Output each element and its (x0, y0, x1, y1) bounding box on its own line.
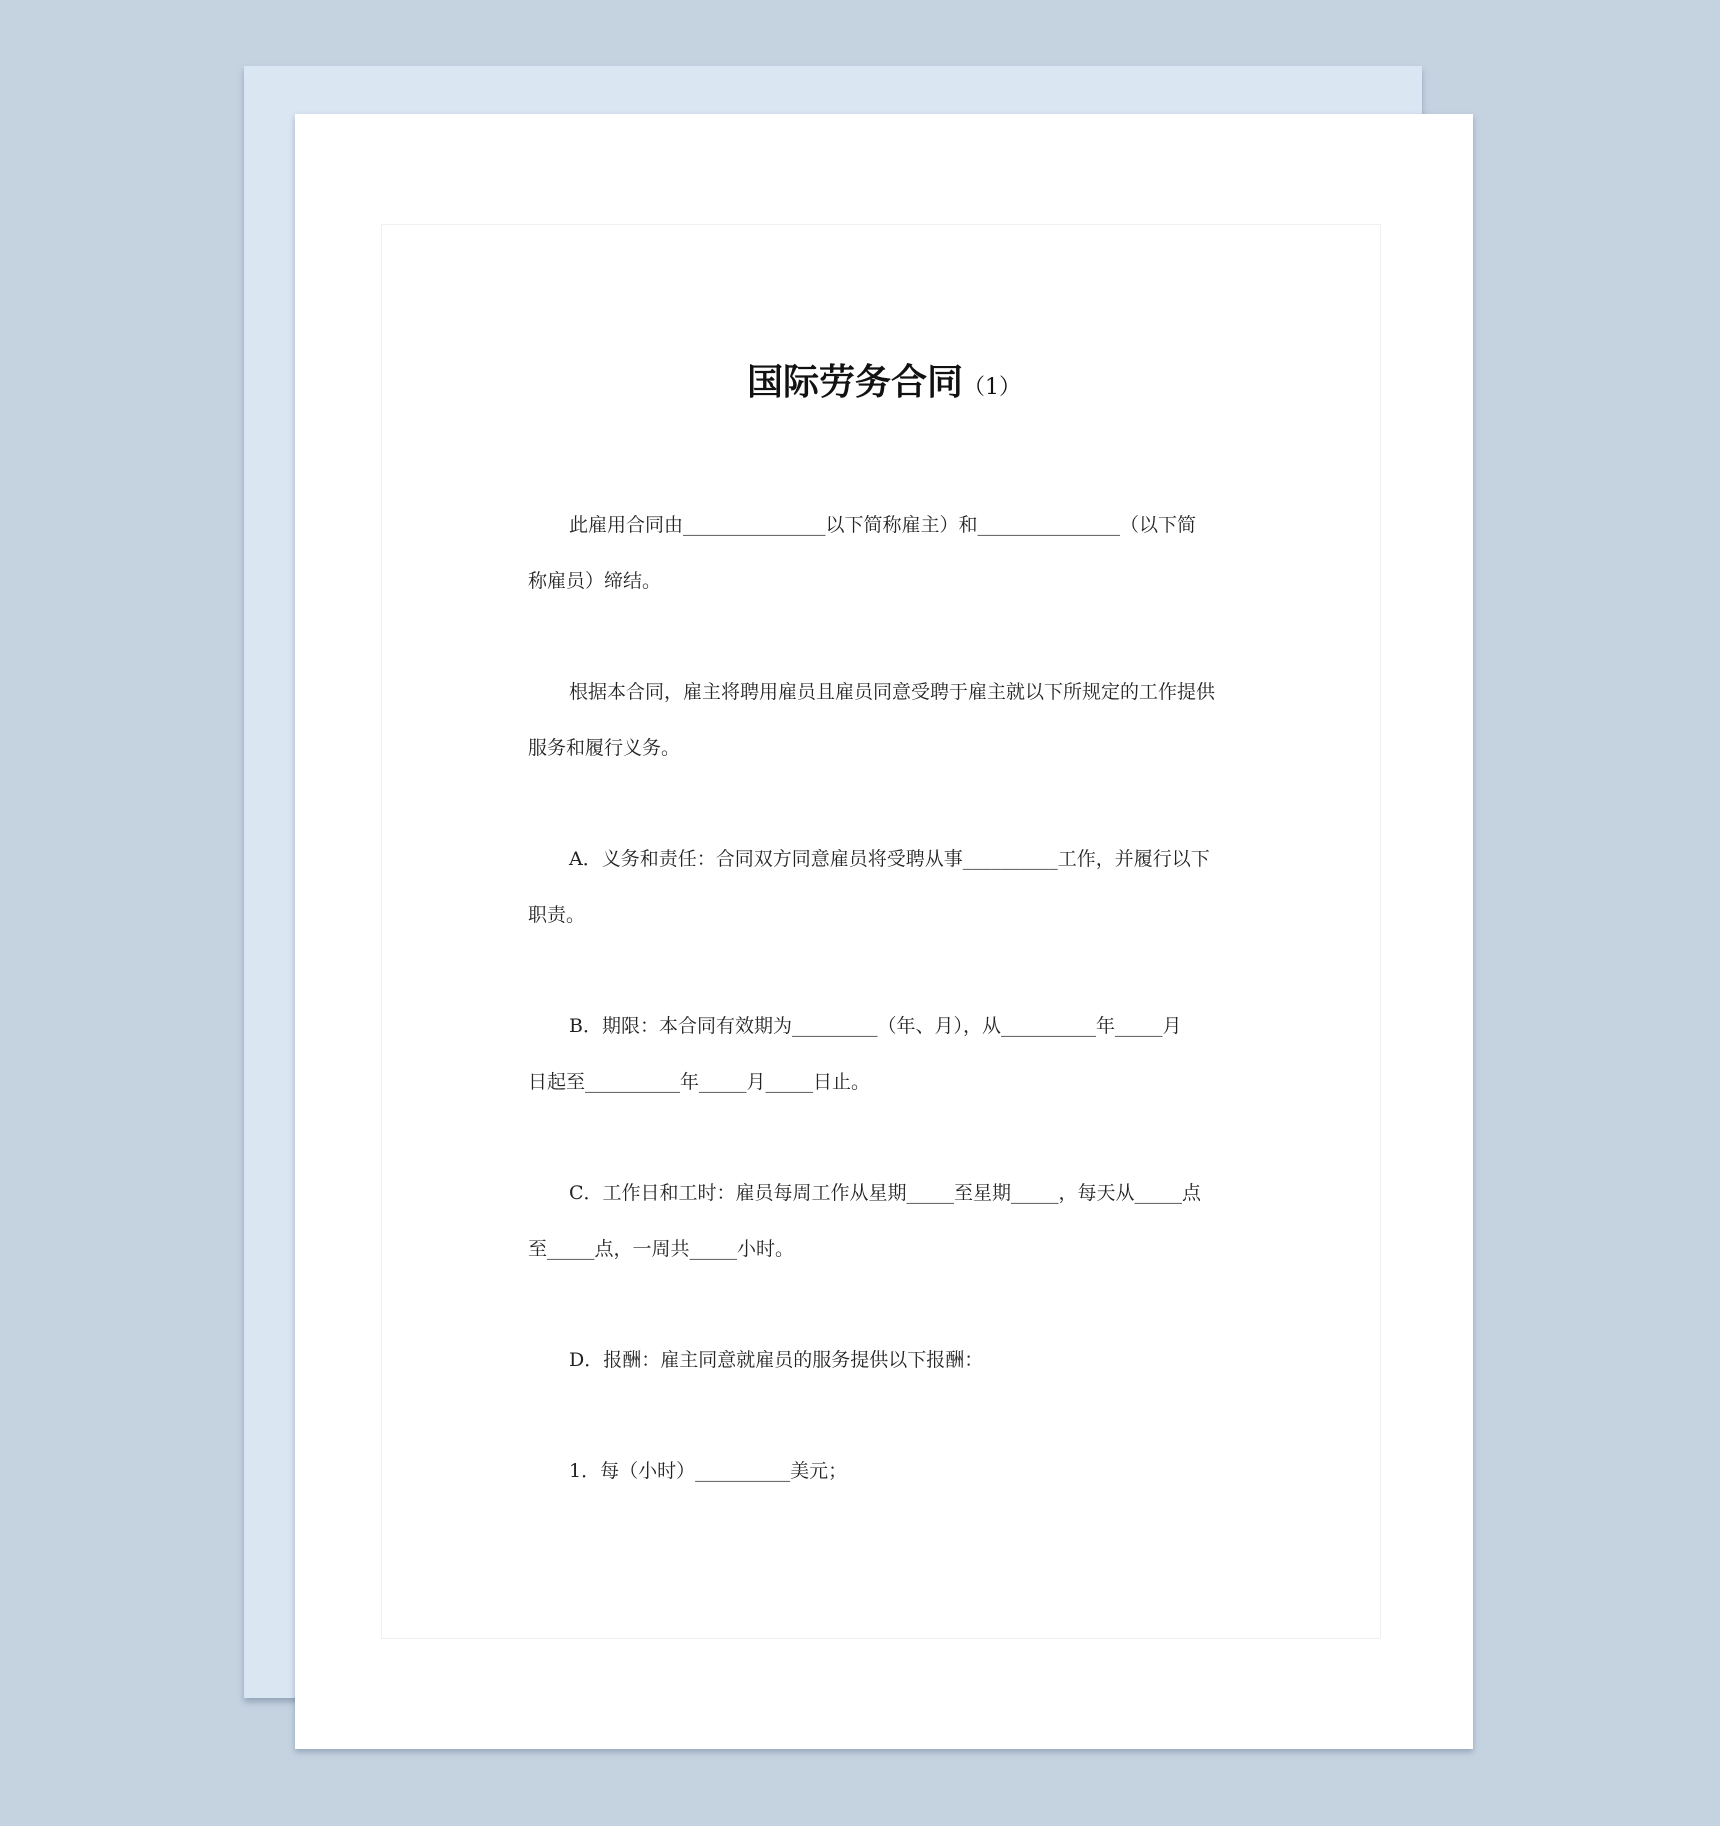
paragraph-line: 日起至__________年_____月_____日止。 (528, 1071, 871, 1093)
paragraph-line: 服务和履行义务。 (528, 737, 681, 759)
title-text: 国际劳务合同 (746, 362, 963, 403)
paragraph-line: 1．每（小时）__________美元； (569, 1460, 848, 1482)
document-page (295, 114, 1473, 1749)
paragraph-line: 此雇用合同由_______________以下简称雇主）和_______________（以下简 (569, 514, 1197, 536)
document-title (295, 354, 1473, 405)
paragraph-line: 根据本合同，雇主将聘用雇员且雇员同意受聘于雇主就以下所规定的工作提供 (569, 681, 1216, 703)
paragraph-line: C．工作日和工时：雇员每周工作从星期_____至星期_____，每天从_____点 (569, 1182, 1202, 1204)
paragraph-line: 职责。 (528, 904, 586, 926)
title-number: （1） (963, 375, 1021, 400)
content-frame (381, 224, 1381, 1639)
paragraph-line: B．期限：本合同有效期为_________（年、月），从__________年_____月 (569, 1015, 1182, 1037)
paragraph-line: 称雇员）缔结。 (528, 570, 662, 592)
paragraph-line: D．报酬：雇主同意就雇员的服务提供以下报酬： (569, 1349, 984, 1371)
paragraph-line: A．义务和责任：合同双方同意雇员将受聘从事__________工作，并履行以下 (569, 848, 1210, 870)
paragraph-line: 至_____点，一周共_____小时。 (528, 1238, 795, 1260)
